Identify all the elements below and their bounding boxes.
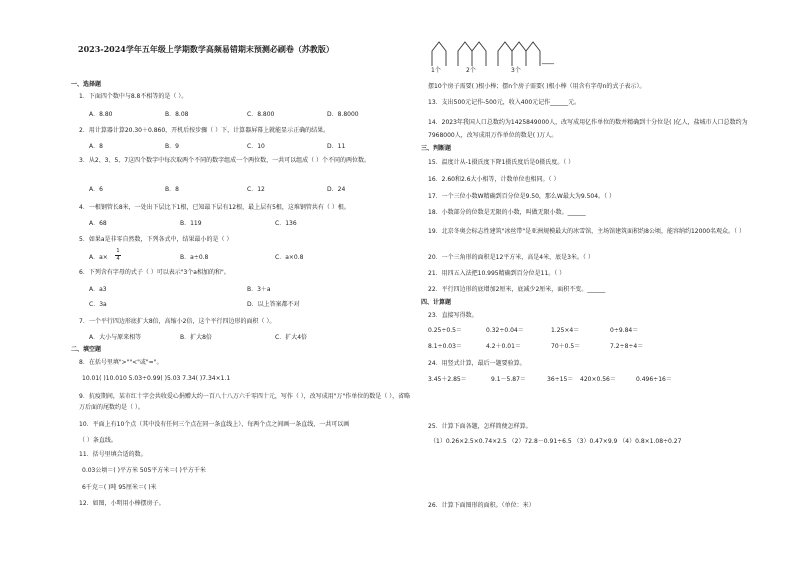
fraction (115, 249, 121, 262)
question-15: 15．温度计从-1摄氏度下降1摄氏度后是0摄氏度。（ ） (428, 159, 575, 166)
question-22: 22．平行四边形的底增加2厘米，底减少2厘米，面积不变。______ (428, 286, 606, 293)
question-25: 25．计算下面各题，怎样简便怎样算。 (428, 423, 532, 430)
question-7: 7．一个平行四边形底扩大8倍，高缩小2倍，这个平行四边形的面积（ ）。 (79, 318, 276, 325)
vertical-calc: 0.496÷16＝ (636, 376, 672, 383)
mental-calc: 0÷9.84＝ (610, 327, 639, 334)
option: B．8.08 (165, 111, 189, 118)
house-label: 1个 (431, 67, 441, 74)
option: A．68 (89, 220, 107, 227)
question-12: 12．如图，小明用小棒摆房子。 (79, 500, 165, 507)
mental-calc: 0.32÷0.04＝ (486, 327, 524, 334)
mental-calc: 8.1÷0.03＝ (428, 343, 462, 350)
question-13: 13．支出500元记作-500元，收入400元记作______元。 (428, 99, 581, 106)
vertical-calc: 420×0.56＝ (580, 376, 616, 383)
question-10: 10．平面上有10个点（其中没有任何三个点在同一条直线上），每两个点之间画一条直线，一共可以画 (79, 421, 350, 428)
question-11: 11．括号里填合适的数。 (79, 451, 147, 458)
mental-calc: 7.2÷8÷4＝ (610, 343, 644, 350)
mental-calc: 0.25÷0.5＝ (428, 327, 462, 334)
option: D．11 (327, 143, 346, 150)
question-8-items: 10.01( )10.010 5.03÷0.99( )5.03 7.34( )7.34×1.1 (82, 375, 231, 382)
vertical-calc: 36÷15＝ (547, 376, 574, 383)
mental-calc: 1.25×4＝ (551, 327, 580, 334)
question-20: 20．一个三角形的面积是12平方米，高是4米，底是3米。（ ） (428, 254, 594, 261)
question-3: 3．从2、3、5、7这四个数字中每次取两个不同的数字组成一个两位数，一共可以组成（ ）个不同的两位数。 (79, 157, 370, 164)
option: A．a3 (89, 286, 107, 293)
question-14: 14．2023年我国人口总数约为1425849000人，改写成用亿作单位的数并精确到十分位是( )亿人，盐城市人口总数约为7968000人，改写成用万作单位的数是( )万人。 (428, 119, 748, 139)
fraction-denominator: 4 (116, 256, 120, 262)
question-2: 2．用计算器计算20.30＋0.860，开机后按步骤（ ）下，计算器屏幕上就能显示正确的结果。 (79, 127, 330, 134)
option: D．8.8000 (327, 111, 359, 118)
fraction-numerator: 1 (116, 248, 120, 254)
section-fill: 二、填空题 (71, 346, 102, 353)
question-21: 21．用四五入法把10.995精确到百分位是11。（ ） (428, 270, 566, 277)
option: C．12 (247, 186, 265, 193)
section-choice: 一、选择题 (71, 81, 102, 88)
question-19: 19．北京冬奥会标志性建筑"冰丝带"是亚洲规模最大的冰雪馆，主场馆建筑面积约8公顷，能容纳约12000名观众。（ ） (428, 228, 745, 235)
question-9: 9．抗疫期间，某市红十字会共收爱心捐赠大约一百八十八万六千零四十元，写作（ ），改写成用"万"作单位的数是（ ），省略万后面的尾数约是（ ）。 (79, 393, 411, 411)
question-1: 1．下面四个数中与8.8不相等的是（ ）。 (79, 93, 188, 100)
option: B．119 (180, 220, 202, 227)
question-11-row2: 6千克＝( )吨 95厘米＝( )米 (82, 484, 157, 491)
question-10-cont: （ ）条直线。 (79, 437, 117, 444)
option: B．9 (165, 143, 179, 150)
section-judge: 三、判断题 (421, 145, 452, 152)
question-23: 23．直接写得数。 (428, 312, 478, 319)
option: C．8.800 (247, 111, 275, 118)
mental-calc: 4.2＋0.01＝ (486, 343, 521, 350)
question-16: 16．2.60和2.6大小相等，计数单位也相同。（ ） (428, 176, 560, 183)
question-11-row1: 0.03公顷＝( )平方米 505平方米＝( )平方千米 (82, 467, 206, 474)
option: C．3a (89, 301, 107, 308)
house-trail: ___ (542, 55, 554, 64)
question-12-cont: 摆10个房子需要( )根小棒；摆n个房子需要( )根小棒（用含有字母n的式子表示）。 (428, 83, 646, 90)
question-5: 5．如果a是非零自然数，下列各式中，结果最小的是（ ） (79, 236, 233, 243)
vertical-calc: 3.45＋2.85＝ (428, 376, 467, 383)
option: C．扩大4倍 (275, 334, 308, 341)
option: C．10 (247, 143, 265, 150)
vertical-calc: 9.1－5.87＝ (491, 376, 526, 383)
house-label: 2个 (466, 67, 476, 74)
option: A．6 (89, 186, 103, 193)
question-8: 8．在括号里填">""<"或"="。 (79, 359, 163, 366)
house-label: 3个 (511, 67, 521, 74)
question-24: 24．用竖式计算，最后一题要验算。 (428, 360, 526, 367)
question-26: 26．计算下面图形的面积。（单位：米） (428, 502, 535, 509)
option: C．a×0.8 (275, 254, 304, 261)
page-title: 2023-2024学年五年级上学期数学高频易错期末预测必刷卷（苏教版） (78, 44, 334, 54)
option: A．8.80 (89, 111, 113, 118)
question-4: 4．一根钢管长8米，一处出下层比下1根，已知最下层有12根，最上层有5根，这堆钢管共有（ ）根。 (79, 204, 350, 211)
question-6: 6．下列含有字母的式子（ ）可以表示"3个a相加的和"。 (79, 269, 230, 276)
option: A．a× (89, 254, 108, 261)
option: B．3＋a (247, 286, 271, 293)
option: A．8 (89, 143, 103, 150)
option: A．大小与原来相等 (89, 334, 142, 341)
option: B．8 (165, 186, 179, 193)
section-calc: 四、计算题 (421, 299, 452, 306)
question-17: 17．一个三位小数W精确到百分位是9.50，那么W最大为9.504。（ ） (428, 193, 615, 200)
option: B．扩大8倍 (180, 334, 212, 341)
option: D．以上答案都不对 (247, 301, 300, 308)
option: B．a÷0.8 (180, 254, 209, 261)
option: C．136 (275, 220, 297, 227)
option: D．24 (327, 186, 346, 193)
question-25-items: （1）0.26×2.5×0.74×2.5 （2）72.8－0.91÷6.5 （3）0.47×9.9 （4）0.8×1.08÷0.27 (430, 438, 682, 445)
question-18: 18．小数部分的位数是无限的小数，叫做无限小数。______ (428, 209, 586, 216)
mental-calc: 70＋0.5＝ (551, 343, 581, 350)
